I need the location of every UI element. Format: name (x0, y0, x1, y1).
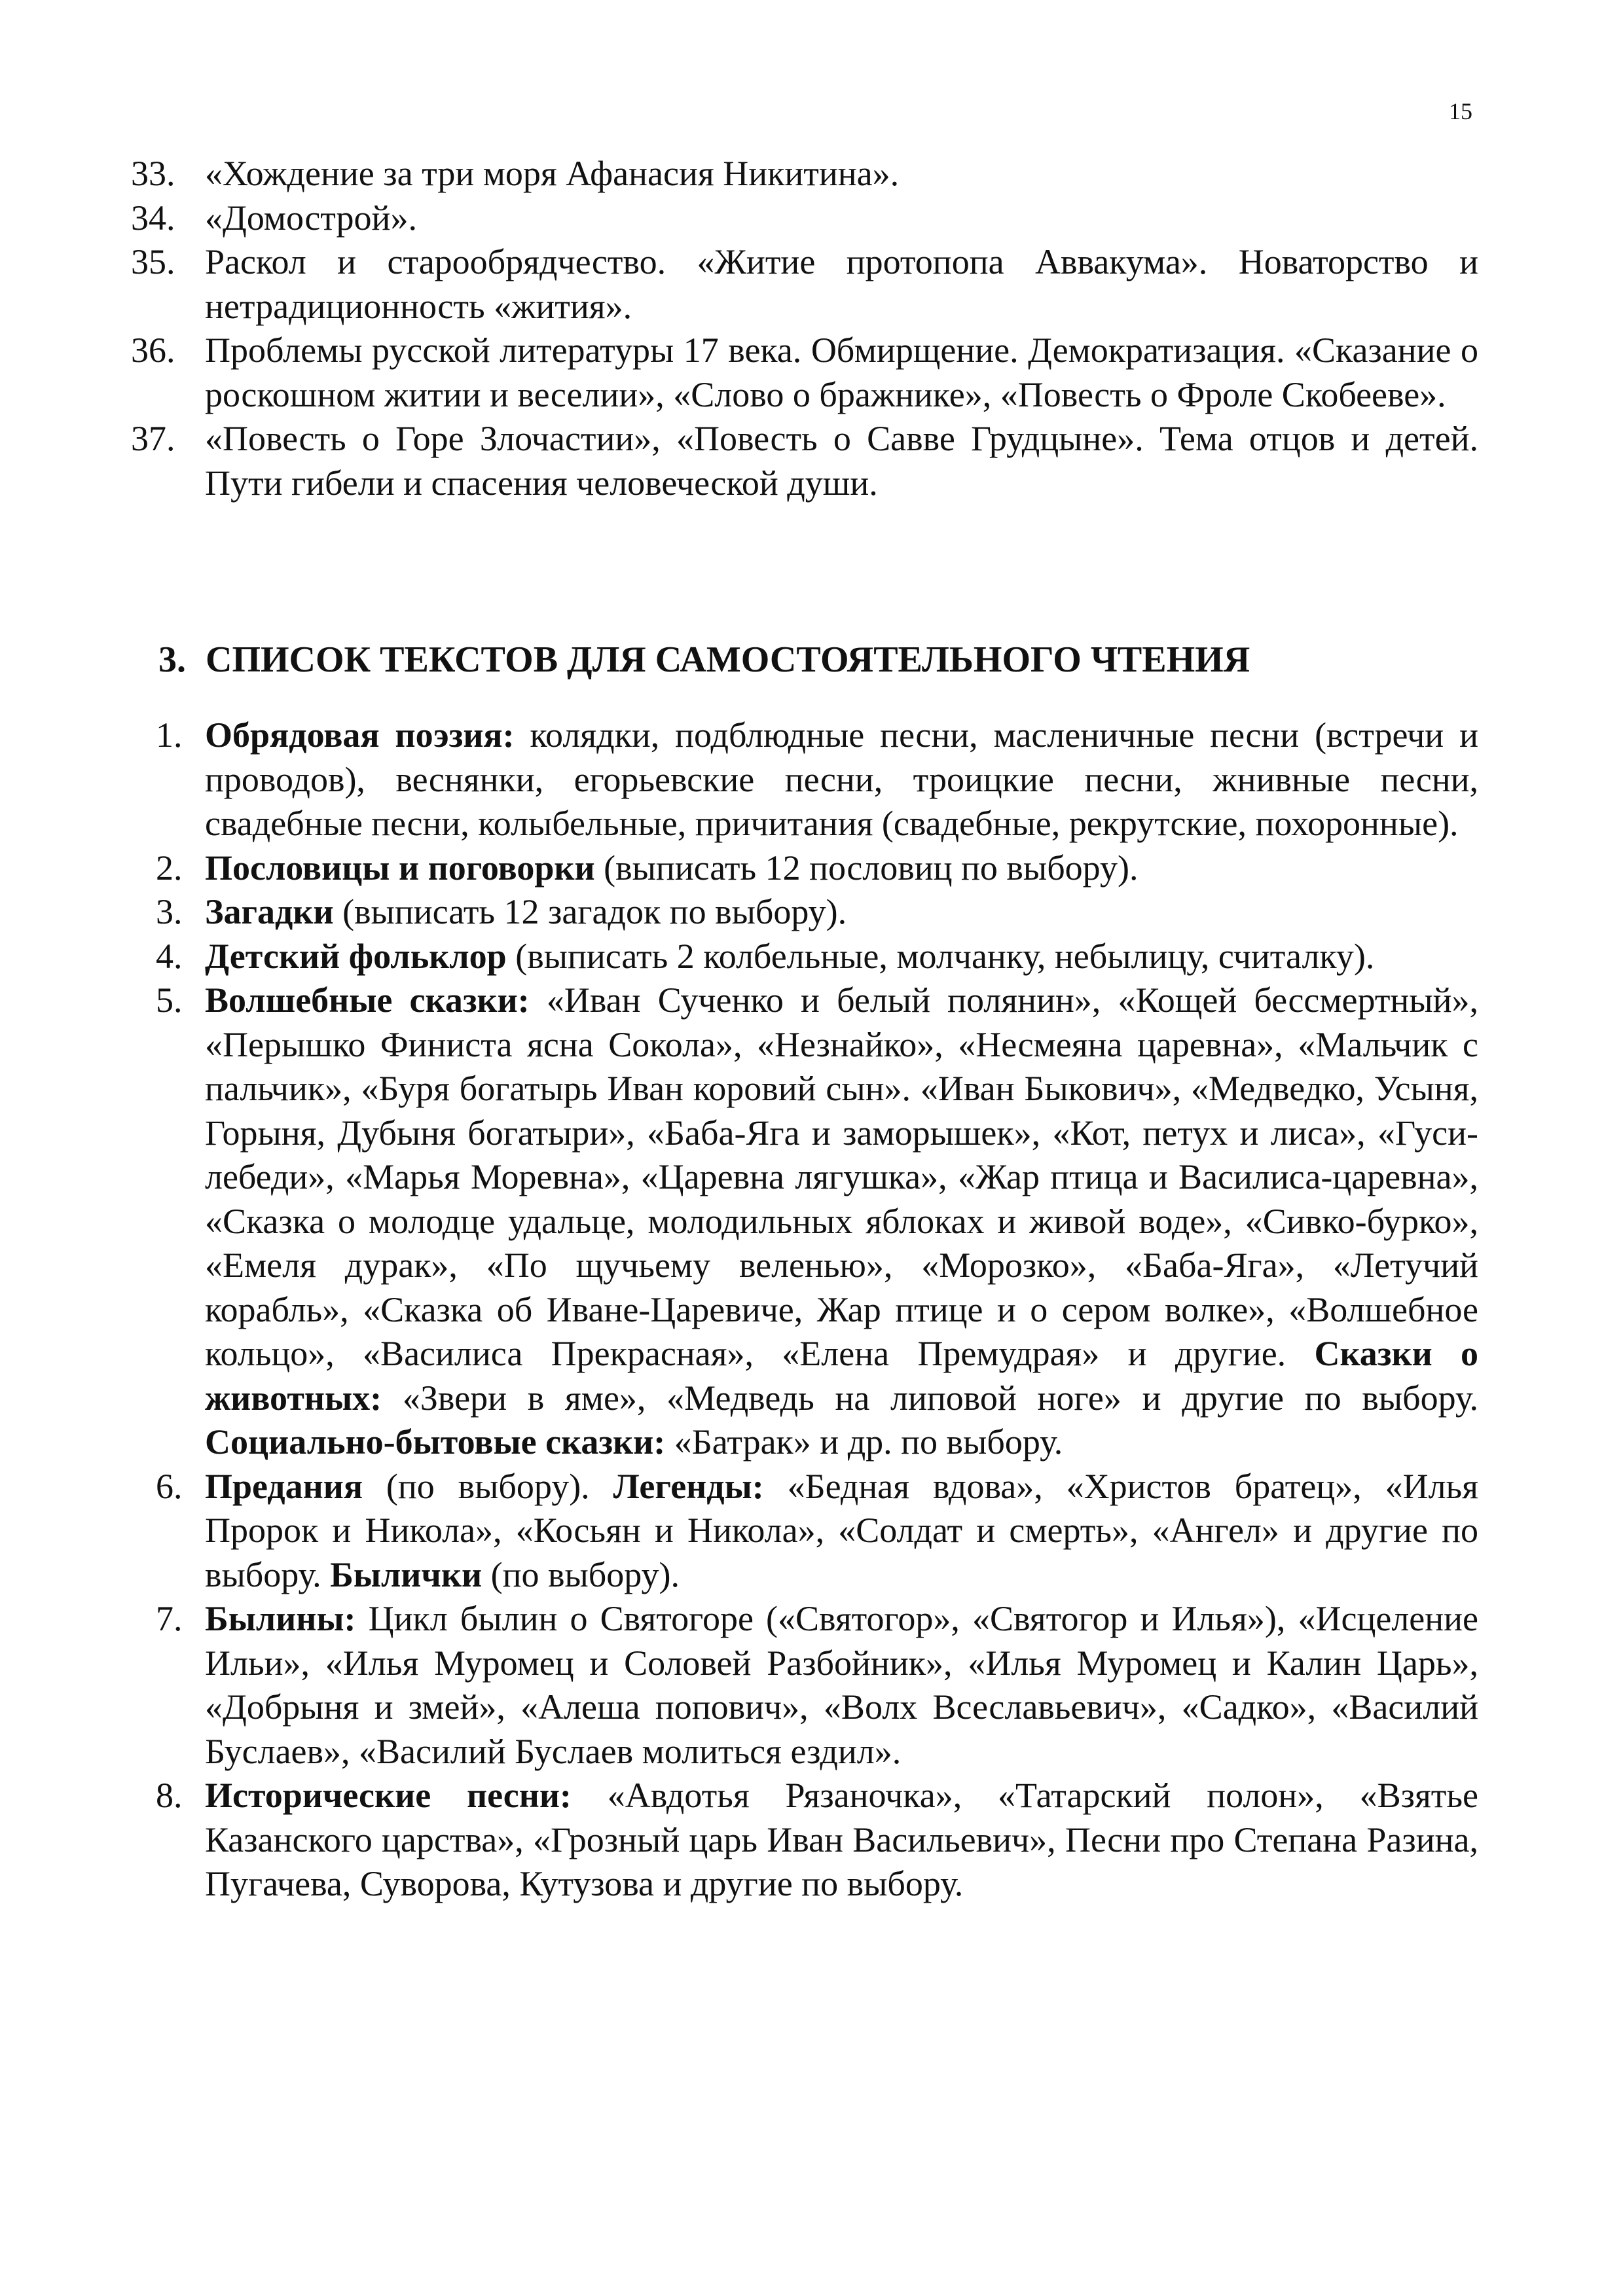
list-item (131, 329, 1478, 417)
reading-list (131, 713, 1478, 1907)
item-text: «Хождение за три моря Афанасия Никитина». (205, 154, 900, 193)
item-genre: Волшебные сказки: (205, 980, 530, 1020)
list-item (131, 846, 1478, 891)
section-title: СПИСОК ТЕКСТОВ ДЛЯ САМОСТОЯТЕЛЬНОГО ЧТЕНИЯ (206, 639, 1250, 680)
item-genre: Загадки (205, 892, 334, 931)
list-item (131, 890, 1478, 935)
list-item (131, 1774, 1478, 1907)
item-text: «Домострой». (205, 198, 417, 238)
item-genre: Предания (205, 1466, 363, 1506)
item-genre: Пословицы и поговорки (205, 848, 595, 888)
item-text: «Бедная вдова», «Христов братец», «Илья Пророк и Никола», «Косьян и Никола», «Солдат и смерть», «Ангел» и другие по выбору. (205, 1466, 1478, 1594)
item-number: 6. (156, 1466, 183, 1506)
item-genre: Былины: (205, 1599, 356, 1638)
list-item (131, 240, 1478, 329)
list-item (131, 417, 1478, 505)
item-number: 35. (131, 242, 175, 281)
item-text: Цикл былин о Святогоре («Святогор», «Святогор и Илья»), «Исцеление Ильи», «Илья Муромец и Соловей Разбойник», «Илья Муромец и Калин Царь», «Добрыня и змей», «Алеша попович», «Волх Всеславьевич», «Садко», «Василий Буслаев», «Василий Буслаев молиться ездил». (205, 1599, 1478, 1771)
item-genre: Легенды: (613, 1466, 764, 1506)
item-genre: Детский фольклор (205, 936, 507, 976)
item-number: 34. (131, 198, 175, 238)
item-genre: Былички (330, 1554, 483, 1594)
item-genre: Социально-бытовые сказки: (205, 1422, 666, 1462)
list-item (131, 935, 1478, 979)
item-number: 3. (156, 892, 183, 931)
item-text: Проблемы русской литературы 17 века. Обмирщение. Демократизация. «Сказание о роскошном житии и веселии», «Слово о бражнике», «Повесть о Фроле Скобееве». (205, 331, 1478, 414)
item-text: (по выбору). (363, 1466, 613, 1506)
list-item (131, 196, 1478, 241)
item-number: 2. (156, 848, 183, 888)
item-text: Раскол и старообрядчество. «Житие протопопа Аввакума». Новаторство и нетрадиционность «жития». (205, 242, 1478, 326)
item-number: 4. (156, 936, 183, 976)
item-number: 33. (131, 154, 175, 193)
item-text: колядки, подблюдные песни, масленичные песни (встречи и проводов), веснянки, егорьевские песни, троицкие песни, жнивные песни, свадебные песни, колыбельные, причитания (свадебные, рекрутские, похоронные). (205, 715, 1479, 843)
item-text: «Авдотья Рязаночка», «Татарский полон», «Взятье Казанского царства», «Грозный царь Иван Васильевич», Песни про Степана Разина, Пугачева, Суворова, Кутузова и другие по выбору. (205, 1776, 1479, 1903)
list-item (131, 1465, 1478, 1598)
list-item (131, 713, 1478, 846)
item-text: «Батрак» и др. по выбору. (665, 1422, 1063, 1462)
item-text: «Иван Сученко и белый полянин», «Кощей бессмертный», «Перышко Финиста ясна Сокола», «Незнайко», «Несмеяна царевна», «Мальчик с пальчик», «Буря богатырь Иван коровий сын». «Иван Быкович», «Медведко, Усыня, Горыня, Дубыня богатыри», «Баба-Яга и заморышек», «Кот, петух и лиса», «Гуси-лебеди», «Марья Моревна», «Царевна лягушка», «Жар птица и Василиса-царевна», «Сказка о молодце удальце, молодильных яблоках и живой воде», «Сивко-бурко», «Емеля дурак», «По щучьему веленью», «Морозко», «Баба-Яга», «Летучий корабль», «Сказка об Иване-Царевиче, Жар птице и о сером волке», «Волшебное кольцо», «Василиса Прекрасная», «Елена Премудрая» и другие. (205, 980, 1478, 1373)
item-genre: Исторические песни: (205, 1776, 572, 1815)
item-text: «Звери в яме», «Медведь на липовой ноге» и другие по выбору. (382, 1378, 1478, 1418)
section-number: 3. (158, 639, 186, 680)
item-number: 36. (131, 331, 175, 370)
list-item (131, 152, 1478, 196)
item-number: 5. (156, 980, 183, 1020)
list-item (131, 978, 1478, 1465)
item-text: «Повесть о Горе Злочастии», «Повесть о Савве Грудцыне». Тема отцов и детей. Пути гибели и спасения человеческой души. (205, 419, 1478, 503)
item-text: (выписать 2 колбельные, молчанку, небылицу, считалку). (506, 936, 1375, 976)
item-number: 37. (131, 419, 175, 458)
exam-questions-list (131, 152, 1478, 505)
item-genre: Сказки о животных: (205, 1334, 1478, 1418)
list-item (131, 1597, 1478, 1774)
section-heading (158, 638, 1250, 681)
item-number: 7. (156, 1599, 183, 1638)
item-number: 8. (156, 1776, 183, 1815)
item-text: (выписать 12 пословиц по выбору). (594, 848, 1139, 888)
item-genre: Обрядовая поэзия: (205, 715, 515, 755)
page-number: 15 (1449, 98, 1472, 124)
item-text: (по выбору). (482, 1554, 680, 1594)
item-text: (выписать 12 загадок по выбору). (333, 892, 847, 931)
item-number: 1. (156, 715, 183, 755)
